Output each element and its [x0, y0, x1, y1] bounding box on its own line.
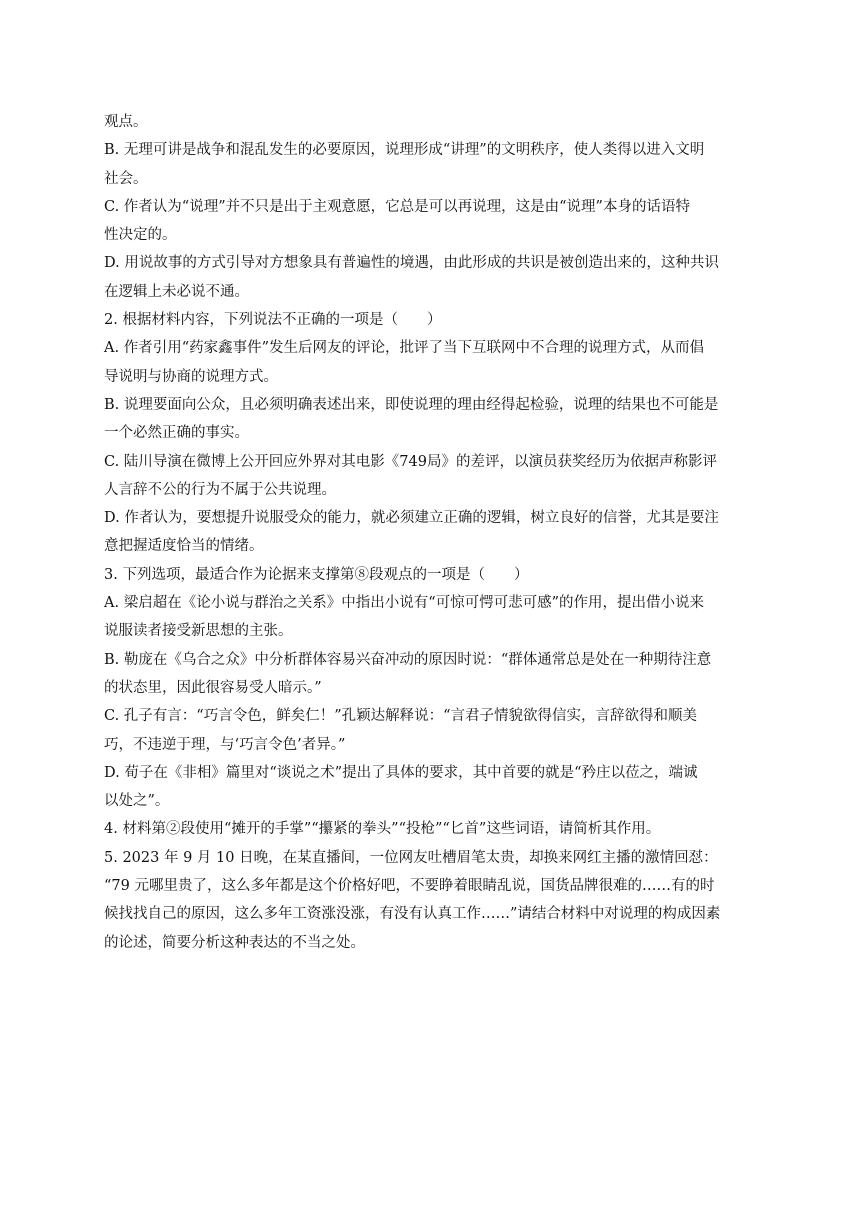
question-3: 3. 下列选项，最适合作为论据来支撑第⑧段观点的一项是（ ） [104, 566, 529, 583]
question-4: 4. 材料第②段使用“摊开的手掌”“攥紧的拳头”“投枪”“匕首”这些词语，请简析其作用。 [104, 821, 661, 838]
text-line: 人言辞不公的行为不属于公共说理。 [104, 481, 336, 498]
text-line: 观点。 [104, 114, 148, 130]
text-line: 性决定的。 [104, 227, 177, 244]
text-line: 说服读者接受新思想的主张。 [104, 623, 293, 640]
text-line: 导说明与协商的说理方式。 [104, 368, 278, 385]
text-line: 一个必然正确的事实。 [104, 425, 249, 442]
option-d-line: D. 荀子在《非相》篇里对“谈说之术”提出了具体的要求，其中首要的就是“矜庄以莅之，端诚 [104, 764, 698, 781]
text-line: 在逻辑上未必说不通。 [104, 283, 249, 300]
option-b-line: B. 无理可讲是战争和混乱发生的必要原因，说理形成“讲理”的文明秩序，使人类得以进入文明 [104, 142, 705, 159]
option-b-line: B. 勒庞在《乌合之众》中分析群体容易兴奋冲动的原因时说：“群体通常总是处在一种期待注意 [104, 651, 712, 668]
text-line: 以处之”。 [104, 793, 170, 810]
text-line: 的状态里，因此很容易受人暗示。” [104, 679, 322, 696]
option-d-line: D. 用说故事的方式引导对方想象具有普遍性的境遇，由此形成的共识是被创造出来的，这种共识 [104, 255, 719, 272]
option-c-line: C. 作者认为“说理”并不只是出于主观意愿，它总是可以再说理，这是由“说理”本身的话语特 [104, 198, 690, 215]
question-5: 5. 2023 年 9 月 10 日晚，在某直播间，一位网友吐槽眉笔太贵，却换来网红主播的激情回怼： [104, 849, 718, 866]
option-c-line: C. 陆川导演在微博上公开回应外界对其电影《749局》的差评，以演员获奖经历为依据声称影评 [104, 453, 717, 470]
text-line: 社会。 [104, 170, 148, 187]
option-a-line: A. 梁启超在《论小说与群治之关系》中指出小说有“可惊可愕可悲可感”的作用，提出借小说来 [104, 595, 705, 612]
text-line: 巧，不违逆于理，与‘巧言令色’者异。” [104, 736, 346, 753]
option-c-line: C. 孔子有言：“巧言令色，鲜矣仁！”孔颖达解释说：“言君子情貌欲得信实，言辞欲得和顺美 [104, 708, 698, 725]
question-2: 2. 根据材料内容，下列说法不正确的一项是（ ） [104, 312, 442, 329]
text-line: 意把握适度恰当的情绪。 [104, 538, 264, 555]
option-d-line: D. 作者认为，要想提升说服受众的能力，就必须建立正确的逻辑，树立良好的信誉，尤其是要注 [104, 510, 719, 527]
text-line: 候找找自己的原因，这么多年工资涨没涨，有没有认真工作……”请结合材料中对说理的构成因素 [104, 906, 721, 923]
text-line: 的论述，简要分析这种表达的不当之处。 [104, 934, 365, 951]
text-line: “79 元哪里贵了，这么多年都是这个价格好吧，不要睁着眼睛乱说，国货品牌很难的……有的时 [104, 878, 715, 895]
option-a-line: A. 作者引用“药家鑫事件”发生后网友的评论，批评了当下互联网中不合理的说理方式，从而倡 [104, 340, 705, 357]
option-b-line: B. 说理要面向公众，且必须明确表述出来，即使说理的理由经得起检验，说理的结果也不可能是 [104, 396, 719, 413]
document-body [104, 108, 764, 957]
